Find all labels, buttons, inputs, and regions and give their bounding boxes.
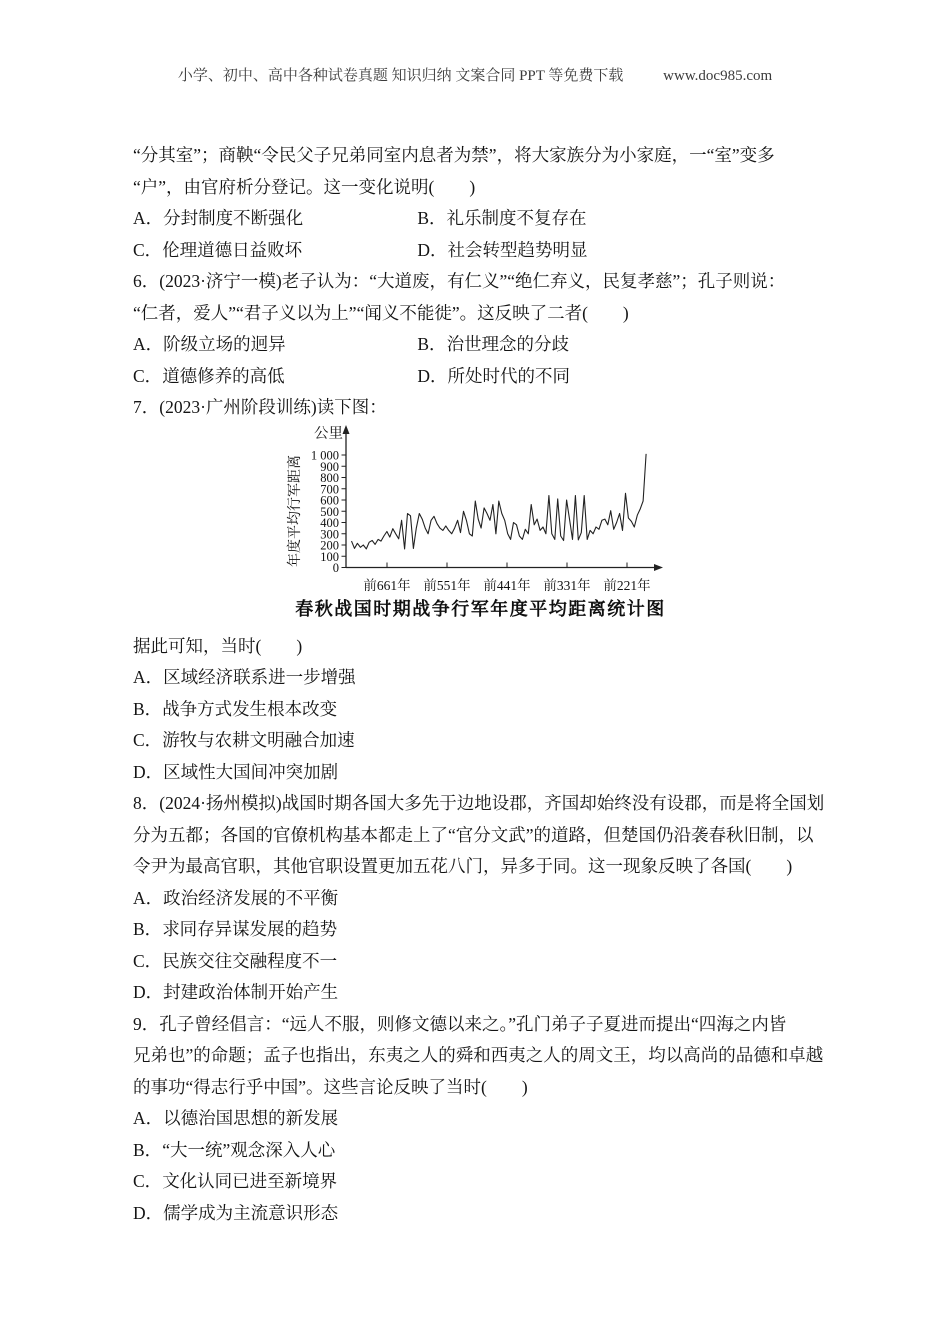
- y-axis-arrow-icon: [343, 425, 350, 434]
- x-axis-arrow-icon: [654, 564, 663, 571]
- question-9-option-c: C．文化认同已进至新境界: [133, 1171, 338, 1191]
- svg-text:前331年: 前331年: [543, 577, 591, 593]
- svg-text:1 000: 1 000: [310, 448, 339, 462]
- question-9-option-a: A．以德治国思想的新发展: [133, 1108, 339, 1128]
- question-9-stem-line-3: 的事功“得志行乎中国”。这些言论反映了当时( ): [133, 1076, 528, 1097]
- svg-text:400: 400: [320, 515, 339, 530]
- question-9-option-d: D．儒学成为主流意识形态: [133, 1202, 339, 1223]
- question-8-stem-line-2: 分为五都；各国的官僚机构基本都走上了“官分文武”的道路，但楚国仍沿袭春秋旧制，以: [133, 824, 814, 845]
- svg-text:600: 600: [320, 493, 339, 507]
- question-6-option-c: C．道德修养的高低: [133, 365, 285, 386]
- question-7-option-a: A．区域经济联系进一步增强: [133, 667, 356, 687]
- question-8-option-a: A．政治经济发展的不平衡: [133, 887, 339, 908]
- question-8-option-b: B．求同存异谋发展的趋势: [133, 919, 338, 939]
- question-5-options-row-2: [133, 235, 828, 267]
- question-5-option-c: C．伦理道德日益败坏: [133, 239, 303, 260]
- chart-caption: 春秋战国时期战争行军年度平均距离统计图: [295, 598, 666, 619]
- line-chart-canvas: [285, 424, 685, 604]
- page-header: [0, 64, 950, 85]
- question-5-option-a: A．分封制度不断强化: [133, 208, 304, 228]
- svg-text:300: 300: [320, 526, 339, 541]
- svg-text:100: 100: [320, 549, 339, 564]
- question-6-stem-line-2: “仁者，爱人”“君子义以为上”“闻义不能徙”。这反映了二者( ): [133, 302, 629, 323]
- header-site-url: www.doc985.com: [663, 68, 773, 84]
- svg-text:前661年: 前661年: [363, 577, 411, 593]
- question-5-stem-line-1: “分其室”；商鞅“令民父子兄弟同室内息者为禁”，将大家族分为小家庭，一“室”变多: [133, 145, 775, 165]
- y-axis-unit-label: 公里: [314, 425, 343, 442]
- question-8-stem-line-3: 令尹为最高官职，其他官职设置更加五花八门，异多于同。这一现象反映了各国( ): [133, 856, 793, 876]
- march-distance-chart: [133, 424, 828, 631]
- svg-text:900: 900: [320, 459, 339, 474]
- question-6-stem-line-1: 6．(2023·济宁一模)老子认为：“大道废，有仁义”“绝仁弃义，民复孝慈”；孔子则说：: [133, 271, 786, 291]
- question-8-option-c: C．民族交往交融程度不一: [133, 950, 338, 971]
- question-8-option-d: D．封建政治体制开始产生: [133, 982, 339, 1002]
- svg-text:0: 0: [332, 560, 339, 575]
- question-5-options-row-1: [133, 203, 828, 235]
- question-6-option-d: D．所处时代的不同: [417, 365, 571, 386]
- exam-content: [133, 140, 828, 1229]
- svg-text:前441年: 前441年: [483, 577, 531, 593]
- question-6-option-a: A．阶级立场的迥异: [133, 334, 286, 354]
- svg-text:前221年: 前221年: [603, 577, 651, 593]
- svg-text:800: 800: [320, 470, 339, 485]
- svg-text:700: 700: [320, 481, 339, 496]
- question-7-option-c: C．游牧与农耕文明融合加速: [133, 730, 355, 750]
- question-9-option-b: B．“大一统”观念深入人心: [133, 1139, 336, 1160]
- question-7-stem: 7．(2023·广州阶段训练)读下图：: [133, 397, 387, 417]
- question-5-option-b: B．礼乐制度不复存在: [417, 208, 587, 228]
- y-axis-title: 年度平均行军距离: [288, 454, 303, 567]
- question-5-stem-line-2: “户”，由官府析分登记。这一变化说明( ): [133, 176, 476, 197]
- question-7-option-d: D．区域性大国间冲突加剧: [133, 761, 339, 782]
- question-9-stem-line-2: 兄弟也”的命题；孟子也指出，东夷之人的舜和西夷之人的周文王，均以高尚的品德和卓越: [133, 1045, 824, 1065]
- question-7-prompt: 据此可知，当时( ): [133, 635, 303, 656]
- header-promo-text: 小学、初中、高中各种试卷真题 知识归纳 文案合同 PPT 等免费下载: [177, 68, 624, 84]
- question-7-option-b: B．战争方式发生根本改变: [133, 698, 338, 719]
- svg-text:前551年: 前551年: [423, 577, 471, 593]
- question-6-options-row-1: [133, 329, 828, 361]
- svg-text:200: 200: [320, 538, 339, 552]
- question-6-option-b: B．治世理念的分歧: [417, 334, 570, 354]
- chart-data-layer: [311, 448, 651, 593]
- svg-text:500: 500: [320, 504, 339, 519]
- question-6-options-row-2: [133, 361, 828, 393]
- question-8-stem-line-1: 8．(2024·扬州模拟)战国时期各国大多先于边地设郡，齐国却始终没有设郡，而是将全国划: [133, 793, 825, 813]
- question-9-stem-line-1: 9．孔子曾经倡言：“远人不服，则修文德以来之。”孔门弟子子夏进而提出“四海之内皆: [133, 1013, 787, 1034]
- question-5-option-d: D．社会转型趋势明显: [417, 239, 588, 260]
